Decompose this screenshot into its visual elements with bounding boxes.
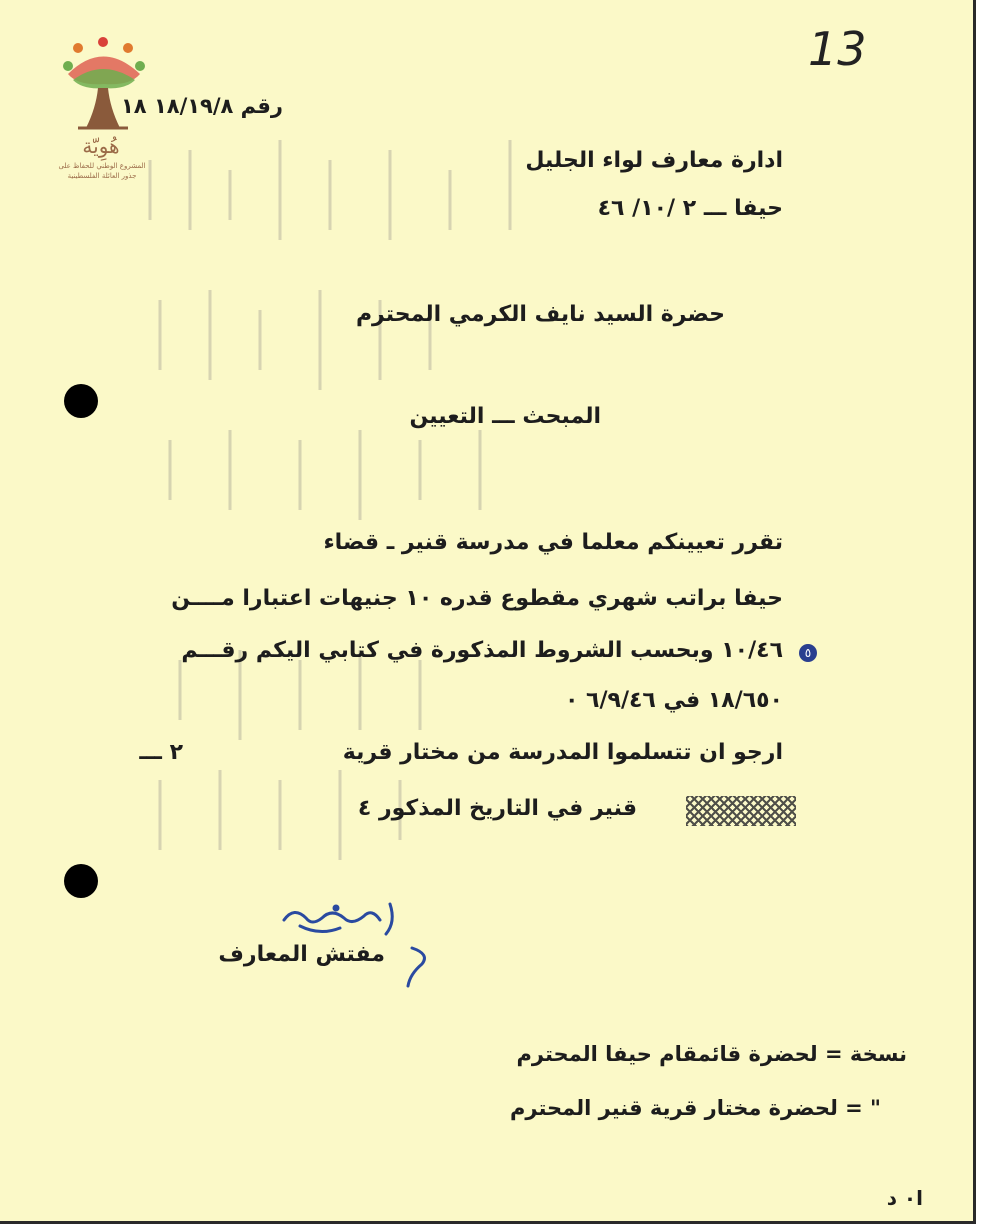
- struck-out-text: [686, 796, 796, 826]
- page-number: 13: [808, 22, 867, 76]
- body-line-1: تقرر تعيينكم معلما في مدرسة قنير ـ قضاء: [323, 530, 783, 555]
- signatory-title: مفتش المعارف: [218, 942, 385, 967]
- punch-hole-top: [64, 384, 98, 418]
- body-line-3: ١٠/٤٦ وبحسب الشروط المذكورة في كتابي اليكم رقـــم: [181, 638, 783, 663]
- body-line-5: ارجو ان تتسلموا المدرسة من مختار قرية: [342, 740, 783, 765]
- paragraph-2-number: ٢ ـــ: [139, 740, 183, 765]
- circled-marker: ٥: [799, 644, 817, 662]
- subject-line: المبحث ـــ التعيين: [409, 404, 601, 429]
- reference-number: رقم ١٨/١٩/٨ ١٨: [120, 94, 283, 118]
- punch-hole-bottom: [64, 864, 98, 898]
- logo-tagline-1: المشروع الوطني للحفاظ على: [58, 162, 146, 170]
- tree-icon: [48, 36, 158, 136]
- copy-line-1: نسخة = لحضرة قائمقام حيفا المحترم: [516, 1042, 907, 1066]
- logo-brand: هُوِيّة: [82, 134, 120, 158]
- logo-tagline-2: جذور العائلة الفلسطينية: [67, 172, 137, 180]
- body-line-4: ١٨/٦٥٠ في ٦/٩/٤٦ ٠: [564, 688, 783, 713]
- copy-line-2: " = لحضرة مختار قرية قنير المحترم: [510, 1096, 881, 1120]
- addressee: حضرة السيد نايف الكرمي المحترم: [355, 302, 725, 327]
- office-name: ادارة معارف لواء الجليل: [525, 148, 783, 173]
- body-line-6: قنير في التاريخ المذكور ٤: [357, 796, 637, 821]
- place-date: حيفا ـــ ٢ /١٠/ ٤٦: [597, 196, 783, 221]
- body-line-2: حيفا براتب شهري مقطوع قدره ١٠ جنيهات اعتبارا مــــن: [171, 586, 783, 611]
- footer-code: ا٠ د: [886, 1186, 923, 1210]
